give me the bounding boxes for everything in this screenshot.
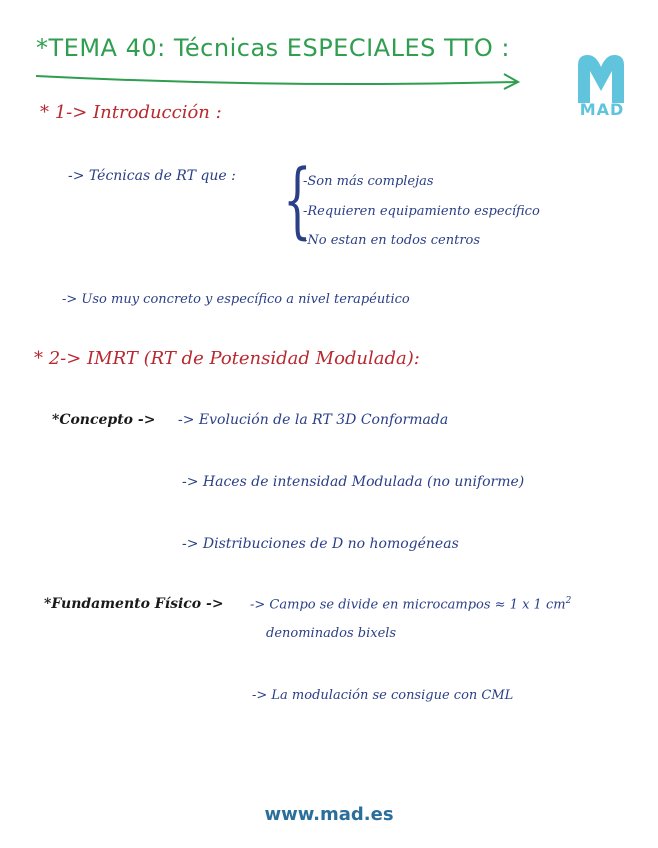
usage-line: -> Uso muy concreto y específico a nivel terapéutico xyxy=(62,292,410,307)
brace-icon: { xyxy=(283,153,312,248)
concept-item: -> Haces de intensidad Modulada (no uniforme) xyxy=(182,474,525,490)
bullet-item: -No estan en todos centros xyxy=(303,233,481,248)
physics-line-3: -> La modulación se consigue con CML xyxy=(252,688,514,703)
section1-heading: * 1-> Introducción : xyxy=(40,102,222,123)
footer-url[interactable]: www.mad.es xyxy=(264,804,394,825)
physics-superscript: 2 xyxy=(565,596,572,606)
logo-text: MAD xyxy=(579,100,625,119)
physics-line-2: denominados bixels xyxy=(266,626,397,641)
physics-line xyxy=(250,596,571,612)
techniques-label: -> Técnicas de RT que : xyxy=(68,168,236,184)
page-title: *TEMA 40: Técnicas ESPECIALES TTO : xyxy=(36,34,510,62)
title-underline-arrow xyxy=(34,66,524,94)
bullet-item: -Son más complejas xyxy=(303,174,434,189)
concept-item: -> Evolución de la RT 3D Conformada xyxy=(178,412,449,428)
bullet-item: -Requieren equipamiento específico xyxy=(303,204,540,219)
section2-heading: * 2-> IMRT (RT de Potensidad Modulada): xyxy=(34,348,420,369)
physics-line-text: -> Campo se divide en microcampos ≈ 1 x 1 cm xyxy=(250,597,566,613)
physics-label: *Fundamento Físico -> xyxy=(44,596,224,612)
concept-item: -> Distribuciones de D no homogéneas xyxy=(182,536,459,552)
concept-label: *Concepto -> xyxy=(52,412,156,428)
